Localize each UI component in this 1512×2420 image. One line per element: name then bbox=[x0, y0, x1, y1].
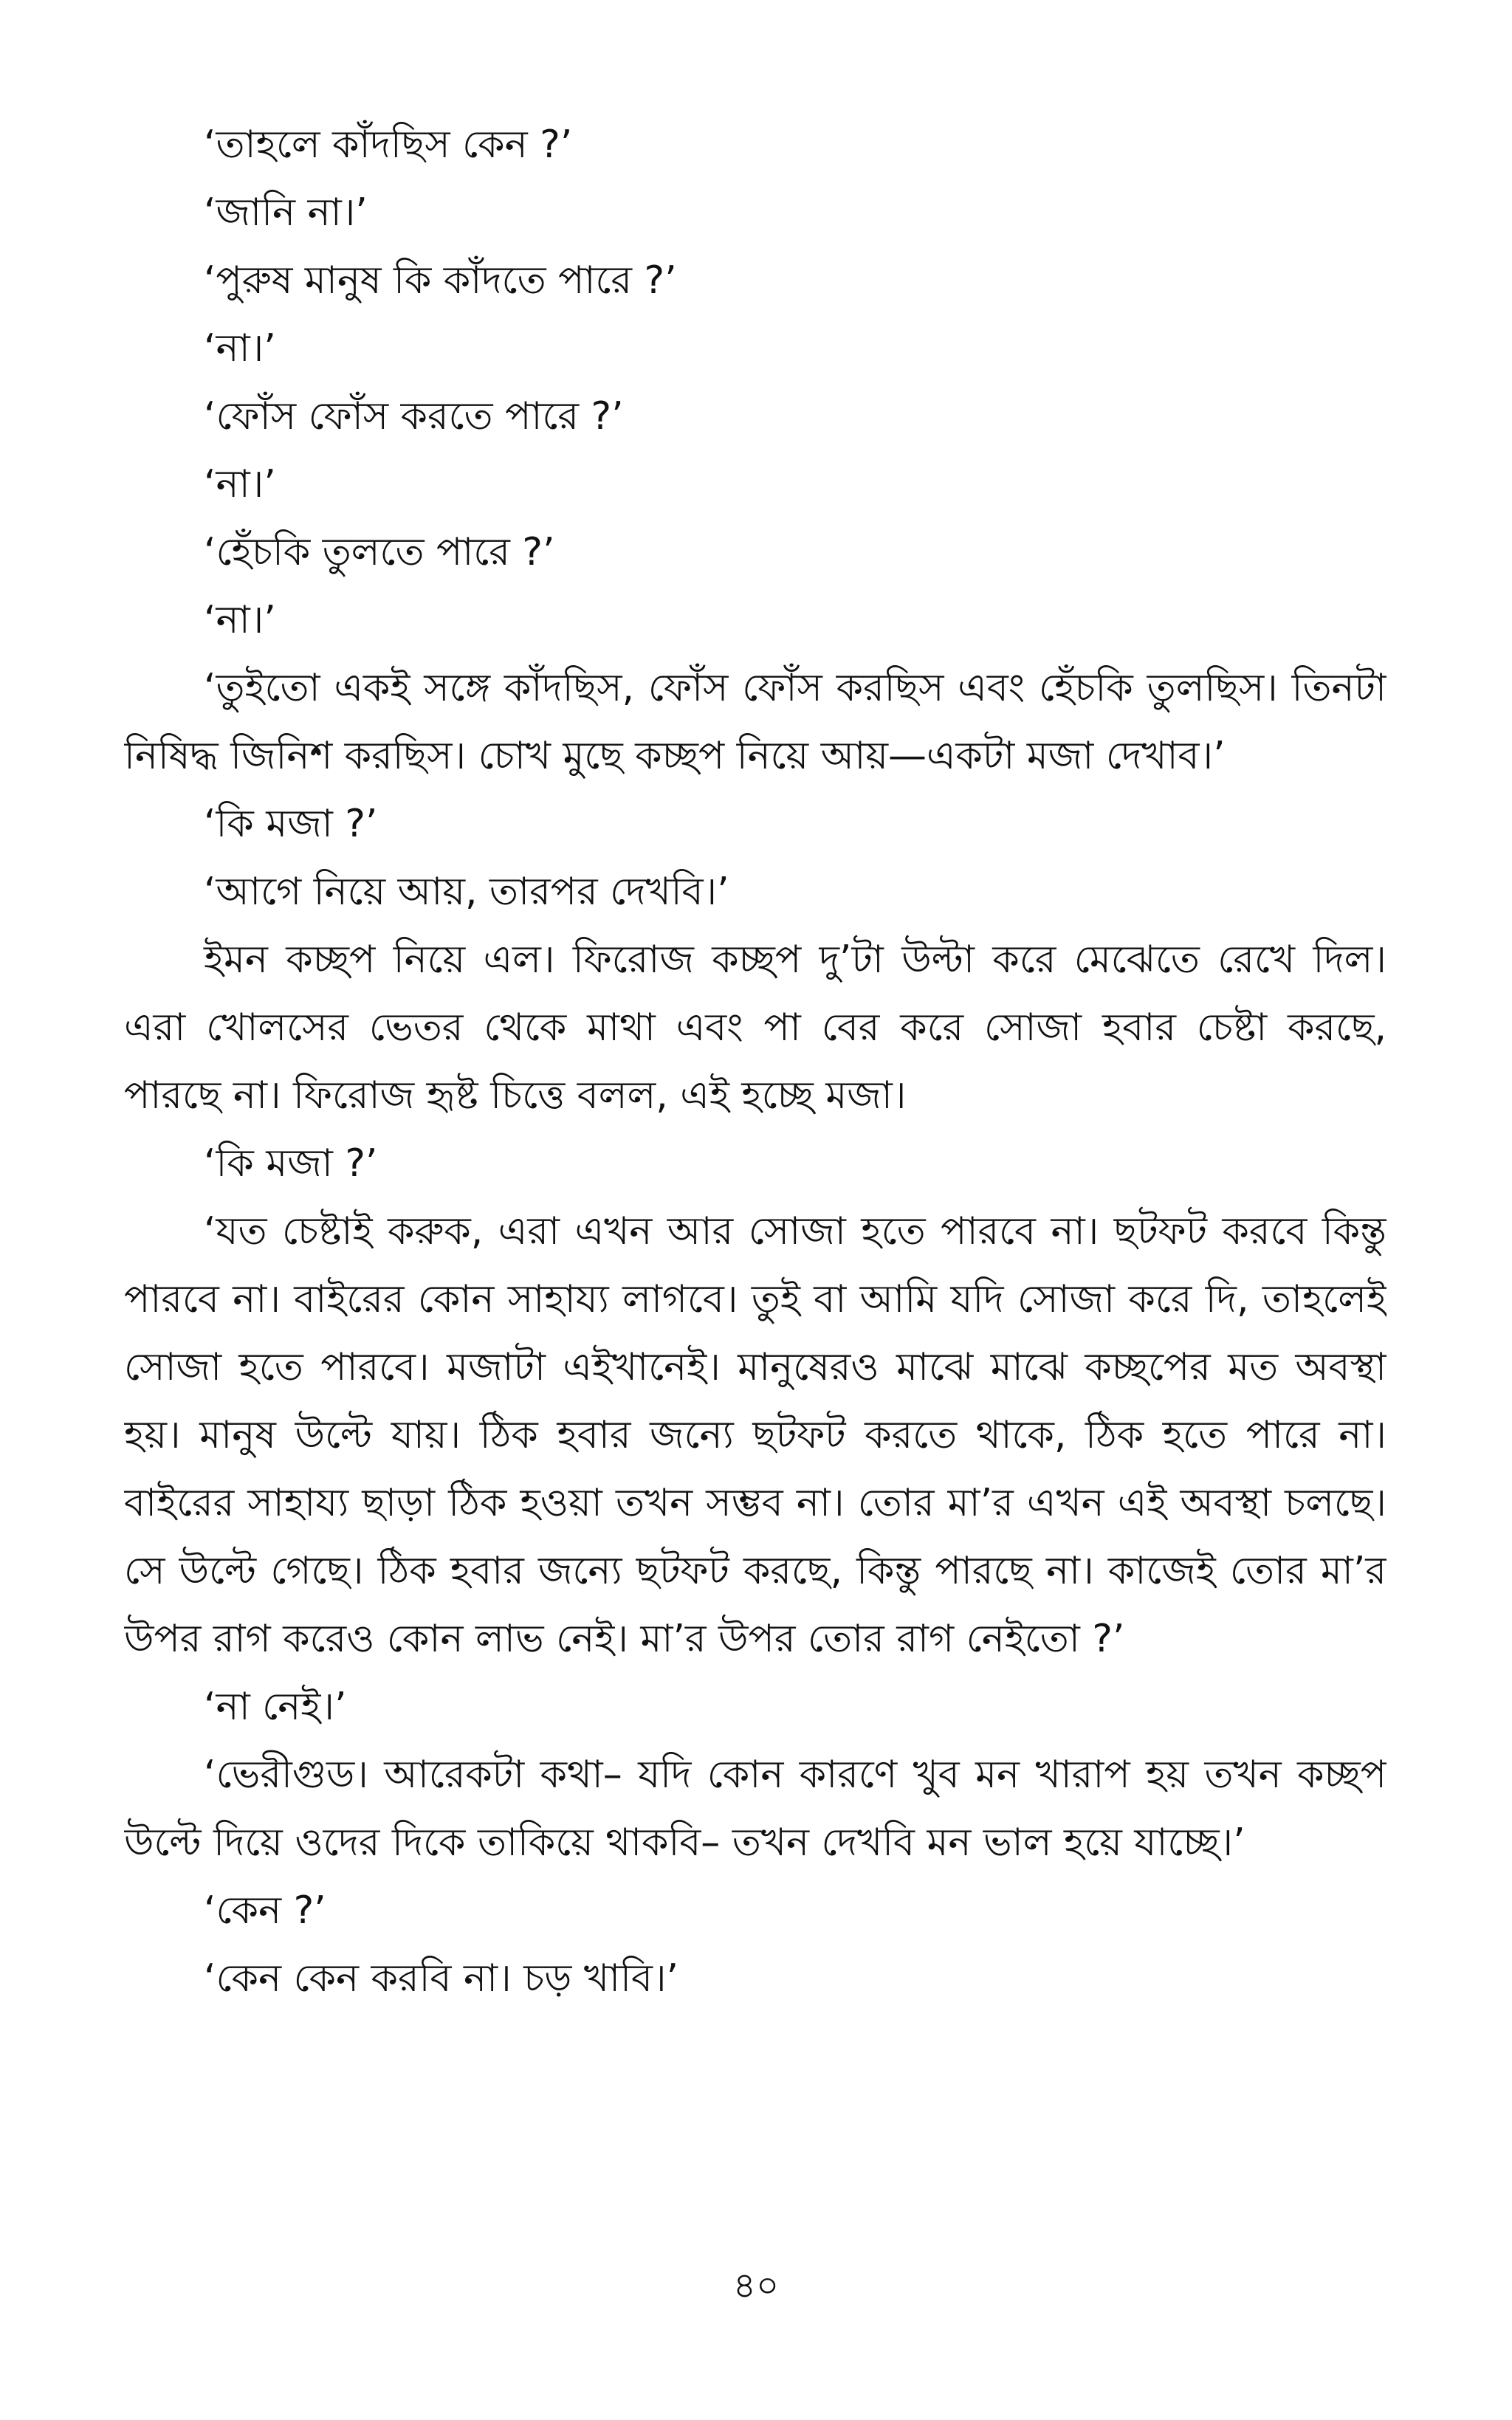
body-paragraph: ইমন কচ্ছপ নিয়ে এল। ফিরোজ কচ্ছপ দু’টা উল্টা করে মেঝেতে রেখে দিল। এরা খোলসের ভেতর থেকে মাথা এবং পা বের করে সোজা হবার চেষ্টা করছে, পারছে না। ফিরোজ হৃষ্ট চিত্তে বলল, এই হচ্ছে মজা। bbox=[124, 938, 1386, 1118]
dialogue-line: ‘পুরুষ মানুষ কি কাঁদতে পারে ?’ bbox=[204, 258, 677, 303]
body-paragraph: ‘ভেরীগুড। আরেকটা কথা– যদি কোন কারণে খুব মন খারাপ হয় তখন কচ্ছপ উল্টে দিয়ে ওদের দিকে তাকিয়ে থাকবি– তখন দেখবি মন ভাল হয়ে যাচ্ছে।’ bbox=[124, 1753, 1386, 1865]
dialogue-line: ‘আগে নিয়ে আয়, তারপর দেখবি।’ bbox=[204, 870, 729, 914]
dialogue-line: ‘না নেই।’ bbox=[204, 1685, 347, 1729]
body-paragraph: ‘যত চেষ্টাই করুক, এরা এখন আর সোজা হতে পারবে না। ছটফট করবে কিন্তু পারবে না। বাইরের কোন সাহায্য লাগবে। তুই বা আমি যদি সোজা করে দি, তাহলেই সোজা হতে পারবে। মজাটা এইখানেই। মানুষেরও মাঝে মাঝে কচ্ছপের মত অবস্থা হয়। মানুষ উল্টে যায়। ঠিক হবার জন্যে ছটফট করতে থাকে, ঠিক হতে পারে না। বাইরের সাহায্য ছাড়া ঠিক হওয়া তখন সম্ভব না। তোর মা’র এখন এই অবস্থা চলছে। সে উল্টে গেছে। ঠিক হবার জন্যে ছটফট করছে, কিন্তু পারছে না। কাজেই তোর মা’র উপর রাগ করেও কোন লাভ নেই। মা’র উপর তোর রাগ নেইতো ?’ bbox=[124, 1209, 1386, 1661]
dialogue-line: ‘জানি না।’ bbox=[204, 190, 368, 235]
dialogue-line: ‘কেন কেন করবি না। চড় খাবি।’ bbox=[204, 1956, 679, 2001]
dialogue-line: ‘না।’ bbox=[204, 598, 276, 642]
dialogue-line: ‘না।’ bbox=[204, 462, 276, 506]
dialogue-line: ‘কি মজা ?’ bbox=[204, 802, 378, 846]
dialogue-line: ‘ফোঁস ফোঁস করতে পারে ?’ bbox=[204, 394, 624, 439]
book-page-text bbox=[124, 111, 1386, 2289]
dialogue-line: ‘কেন ?’ bbox=[204, 1888, 326, 1933]
dialogue-line: ‘কি মজা ?’ bbox=[204, 1141, 378, 1186]
page-number: ৪০ bbox=[732, 2265, 780, 2306]
dialogue-line: ‘হেঁচকি তুলতে পারে ?’ bbox=[204, 530, 555, 574]
body-paragraph: ‘তুইতো একই সঙ্গে কাঁদছিস, ফোঁস ফোঁস করছিস এবং হেঁচকি তুলছিস। তিনটা নিষিদ্ধ জিনিশ করছিস। চোখ মুছে কচ্ছপ নিয়ে আয়—একটা মজা দেখাব।’ bbox=[124, 666, 1386, 778]
dialogue-line: ‘না।’ bbox=[204, 326, 276, 371]
dialogue-line: ‘তাহলে কাঁদছিস কেন ?’ bbox=[204, 123, 573, 167]
